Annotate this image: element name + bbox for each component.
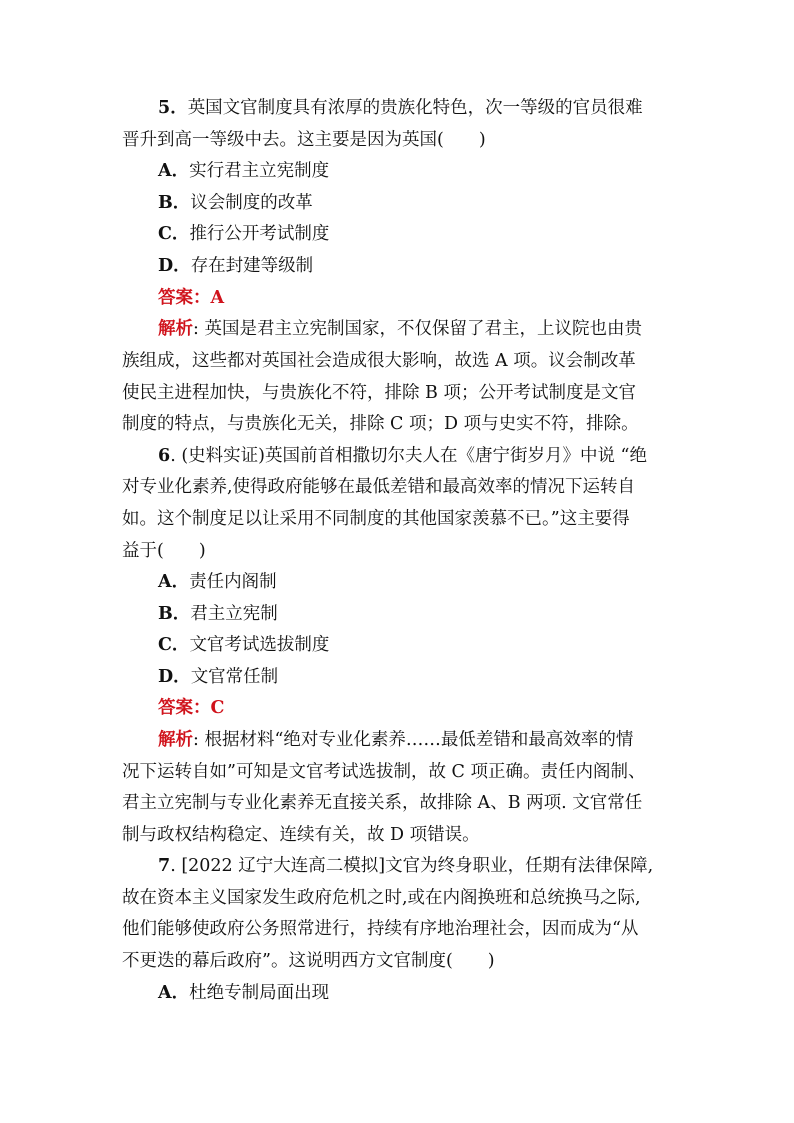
q5-option-b: B．议会制度的改革: [158, 193, 313, 213]
analysis-label: 解析: [158, 319, 193, 339]
answer-value: A: [210, 288, 225, 308]
q7-stem-line-2: 故在资本主义国家发生政府危机之时,或在内阁换班和总统换马之际,: [122, 888, 641, 908]
q6-answer: [158, 696, 224, 720]
q6-option-d: D．文官常任制: [158, 667, 279, 687]
answer-value: C: [210, 698, 225, 718]
q6-stem-line-2: 对专业化素养,使得政府能够在最低差错和最高效率的情况下运转自: [122, 477, 636, 497]
q6-stem-line-1: 6. (史料实证)英国前首相撒切尔夫人在《唐宁街岁月》中说 “绝: [158, 446, 647, 466]
q6-option-c: C．文官考试选拔制度: [158, 635, 330, 655]
q5-analysis-line-2: 族组成，这些都对英国社会造成很大影响，故选 A 项。议会制改革: [122, 351, 636, 371]
q6-analysis-line-3: 君主立宪制与专业化素养无直接关系，故排除 A、B 两项. 文官常任: [122, 793, 643, 813]
q5-analysis-line-4: 制度的特点，与贵族化无关，排除 C 项；D 项与史实不符，排除。: [122, 414, 639, 434]
q6-stem-line-3: 如。这个制度足以让采用不同制度的其他国家羡慕不已。”这主要得: [122, 509, 630, 529]
q5-analysis-line-1: 解析: 英国是君主立宪制国家，不仅保留了君主，上议院也由贵: [158, 319, 642, 339]
q5-option-d: D．存在封建等级制: [158, 256, 314, 276]
answer-label: 答案：: [158, 288, 211, 308]
q6-option-b: B．君主立宪制: [158, 604, 278, 624]
q7-stem-line-4: 不更迭的幕后政府”。这说明西方文官制度( ): [122, 951, 495, 971]
q5-analysis-line-3: 使民主进程加快，与贵族化不符，排除 B 项；公开考试制度是文官: [122, 383, 636, 403]
q5-option-a: A．实行君主立宪制度: [158, 161, 330, 181]
q5-stem-line-2: 晋升到高一等级中去。这主要是因为英国( ): [122, 130, 486, 150]
q6-stem-line-4: 益于( ): [122, 541, 206, 561]
q5-answer: [158, 286, 224, 310]
q7-number: 7: [158, 856, 171, 876]
q6-analysis-line-2: 况下运转自如”可知是文官考试选拔制，故 C 项正确。责任内阁制、: [122, 762, 646, 782]
q5-stem-line-1: 5．英国文官制度具有浓厚的贵族化特色，次一等级的官员很难: [158, 98, 643, 118]
q6-number: 6: [158, 446, 171, 466]
answer-label: 答案：: [158, 698, 211, 718]
q5-number: 5: [158, 98, 171, 118]
q6-analysis-line-4: 制与政权结构稳定、连续有关，故 D 项错误。: [122, 825, 480, 845]
q7-option-a: A．杜绝专制局面出现: [158, 983, 330, 1003]
q7-stem-line-3: 他们能够使政府公务照常进行，持续有序地治理社会，因而成为“从: [122, 919, 639, 939]
q7-stem-line-1: 7. [2022 辽宁大连高二模拟]文官为终身职业，任期有法律保障,: [158, 856, 654, 876]
q5-option-c: C．推行公开考试制度: [158, 224, 330, 244]
analysis-label: 解析: [158, 730, 193, 750]
q6-option-a: A．责任内阁制: [158, 572, 277, 592]
q6-analysis-line-1: 解析: 根据材料“绝对专业化素养……最低差错和最高效率的情: [158, 730, 634, 750]
